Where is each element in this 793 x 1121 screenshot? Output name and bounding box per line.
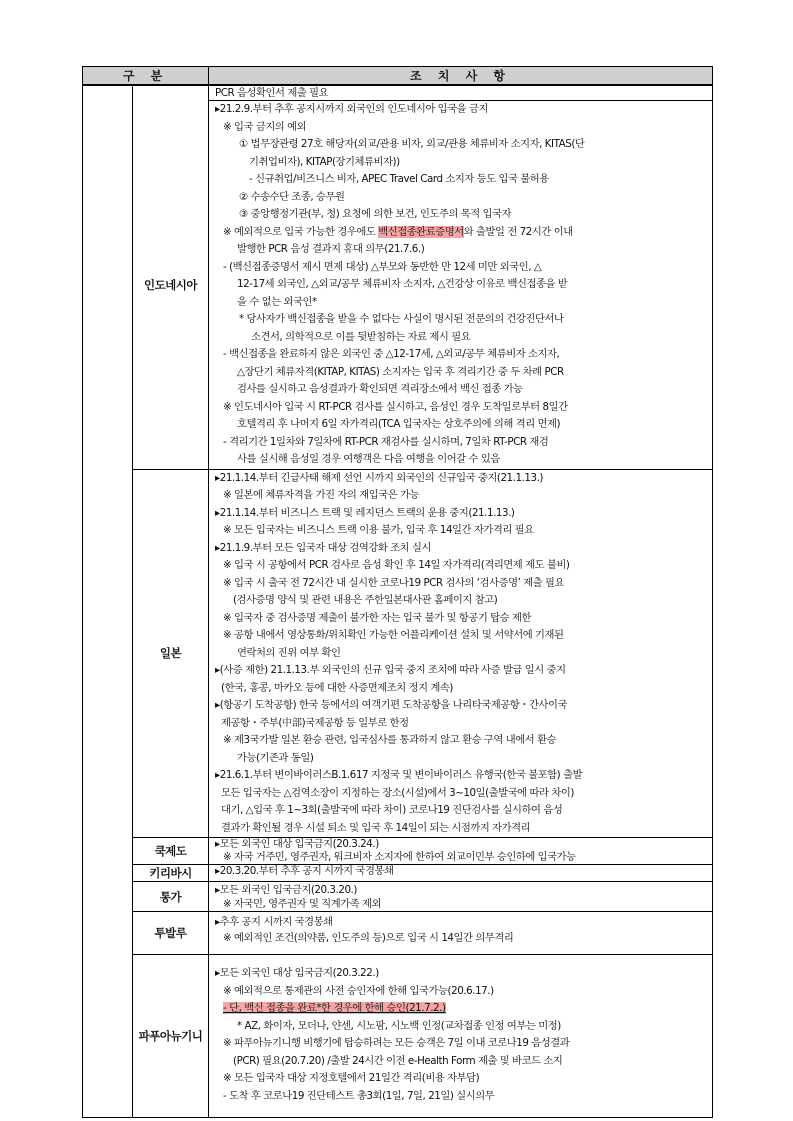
content-line: (한국, 홍콩, 마카오 등에 대한 사증면제조치 정지 계속): [221, 681, 453, 694]
content-line: ▸21.6.1.부터 변이바이러스B.1.617 지정국 및 변이바이러스 유행국(한국 불포함) 출발: [215, 769, 583, 781]
content-line: ▸20.3.20.부터 추후 공지 시까지 국경봉쇄: [215, 865, 394, 877]
content-line: ③ 중앙행정기관(부, 청) 요청에 의한 보건, 인도주의 목적 입국자: [239, 208, 512, 220]
content-cell: [209, 838, 713, 865]
content-line: * 당사자가 백신접종을 받을 수 없다는 사실이 명시된 전문의의 건강진단서나: [239, 313, 564, 325]
content-line: 연락처의 진위 여부 확인: [237, 646, 341, 659]
content-line: 사를 실시해 음성일 경우 여행객은 다음 여행을 이어갈 수 있음: [237, 453, 500, 465]
content-line: ※ 자국민, 영주권자 및 직계가족 제외: [223, 898, 382, 910]
table-row: [83, 838, 713, 865]
content-line: 제공항・주부(中部)국제공항 등 일부로 한정: [221, 716, 409, 729]
content-line: ※ 입국 금지의 예외: [223, 120, 307, 133]
travel-restrictions-table: [82, 66, 713, 1118]
header-category: 구 분: [83, 67, 209, 86]
content-line: 을 수 없는 외국인*: [237, 295, 317, 308]
content-cell: [209, 85, 713, 101]
content-line: ※ 입국자 중 검사증명 제출이 불가한 자는 입국 불가 및 항공기 탑승 제한: [223, 611, 531, 624]
highlighted-text: 백신접종완료증명서: [378, 225, 464, 238]
content-line: * AZ, 화이자, 모더나, 얀센, 시노팜, 시노백 인정(교차접종 인정 여부는 미정): [237, 1019, 561, 1032]
content-line: ※ 예외적인 조건(의약품, 인도주의 등)으로 입국 시 14일간 의무격리: [223, 932, 514, 944]
content-cell: [209, 882, 713, 912]
content-line: ※ 일본에 체류자격을 가진 자의 재입국은 가능: [223, 489, 420, 501]
content-line: ▸추후 공지 시까지 국경봉쇄: [215, 916, 333, 928]
country-papua-new-guinea: 파푸아뉴기니: [133, 955, 209, 1118]
content-line: 결과가 확인될 경우 시설 퇴소 및 입국 후 14일이 되는 시점까지 자가격리: [221, 821, 531, 834]
content-line: ▸21.2.9.부터 추후 공지시까지 외국인의 인도네시아 입국을 금지: [215, 103, 488, 115]
content-line: ▸(항공기 도착공항) 한국 등에서의 여객기편 도착공항을 나리타국제공항・간사이국: [215, 699, 568, 711]
content-line: - 격리기간 1일차와 7일차에 RT-PCR 재검사를 실시하며, 7일차 RT-PCR 재검: [223, 435, 549, 448]
content-line: 모든 입국자는 △검역소장이 지정하는 장소(시설)에서 3~10일(출발국에 따라 차이): [221, 786, 574, 799]
content-line: ▸21.1.9.부터 모든 입국자 대상 검역강화 조치 실시: [215, 541, 431, 554]
content-line: ▸모든 외국인 대상 입국금지(20.3.24.): [215, 838, 379, 850]
content-line: - 신규취업/비즈니스 비자, APEC Travel Card 소지자 등도 입국 불허용: [249, 173, 549, 185]
content-cell: [209, 912, 713, 955]
content-line: - 도착 후 코로나19 진단테스트 총3회(1일, 7일, 21일) 실시의무: [223, 1089, 495, 1102]
country-tonga: 통가: [133, 882, 209, 912]
content-line: 대기, △입국 후 1~3회(출발국에 따라 차이) 코로나19 진단검사를 실시하여 음성: [221, 804, 563, 816]
content-cell: [209, 955, 713, 1118]
table-row: [83, 85, 713, 101]
country-cook-islands: 쿡제도: [133, 838, 209, 865]
table-row: [83, 912, 713, 955]
content-line: ※ 자국 거주민, 영주권자, 워크비자 소지자에 한하여 외교이민부 승인하에 입국가능: [223, 851, 576, 863]
content-line: 검사를 실시하고 음성결과가 확인되면 격리장소에서 백신 접종 가능: [237, 383, 523, 395]
region-cell: [83, 85, 133, 1118]
content-line: PCR 음성확인서 제출 필요: [215, 87, 329, 99]
content-line: - 백신접종을 완료하지 않은 외국인 중 △12-17세, △외교/공무 체류비자 소지자,: [223, 348, 560, 360]
country-tuvalu: 투발루: [133, 912, 209, 955]
content-line: ※ 모든 입국자 대상 지정호텔에서 21일간 격리(비용 자부담): [223, 1072, 480, 1084]
content-line: 호텔격리 후 나머지 6일 자가격리(TCA 입국자는 상호주의에 의해 격리 면제): [237, 418, 561, 430]
content-text: 와 출발일 전 72시간 이내: [463, 225, 573, 238]
content-cell: [209, 865, 713, 882]
content-line: (검사증명 양식 및 관련 내용은 주한일본대사관 홈페이지 참고): [233, 594, 498, 606]
country-japan: 일본: [133, 469, 209, 838]
content-line: (PCR) 필요(20.7.20) /출발 24시간 이전 e-Health Form 제출 및 바코드 소지: [233, 1054, 563, 1067]
content-line: [215, 224, 708, 242]
content-line: 가능(기존과 동일): [237, 751, 314, 764]
content-line: ▸모든 외국인 입국금지(20.3.20.): [215, 884, 357, 896]
content-line: 기취업비자), KITAP(장기체류비자)): [249, 155, 400, 168]
content-line: △장단기 체류자격(KITAP, KITAS) 소지자는 입국 후 격리기간 중 두 차례 PCR: [237, 365, 564, 378]
content-line: ※ 모든 입국자는 비즈니스 트랙 이용 불가, 입국 후 14일간 자가격리 필요: [223, 524, 534, 536]
content-line: ▸(사증 제한) 21.1.13.부 외국인의 신규 입국 중지 조치에 따라 사증 발급 일시 중지: [215, 664, 566, 676]
content-text: ※ 예외적으로 입국 가능한 경우에도: [223, 225, 379, 238]
content-line: ※ 파푸아뉴기니행 비행기에 탑승하려는 모든 승객은 7일 이내 코로나19 음성결과: [223, 1037, 570, 1049]
content-line: ▸21.1.14.부터 긴급사태 해제 선언 시까지 외국인의 신규입국 중지(21.1.13.): [215, 471, 543, 484]
table-header-row: [83, 67, 713, 86]
content-cell: [209, 101, 713, 470]
content-line: ② 수송수단 조종, 승무원: [239, 190, 345, 203]
content-line: [215, 1000, 708, 1018]
content-line: ① 법무장관령 27호 해당자(외교/관용 비자, 외교/관용 체류비자 소지자, KITAS(단: [239, 138, 585, 150]
table-row: [83, 882, 713, 912]
header-measures: 조 치 사 항: [209, 67, 713, 86]
content-line: 12-17세 외국인, △외교/공무 체류비자 소지자, △건강상 이유로 백신접종을 받: [237, 278, 568, 290]
table-row: [83, 955, 713, 1118]
country-kiribati: 키리바시: [133, 865, 209, 882]
content-line: 소견서, 의학적으로 이를 뒷받침하는 자료 제시 필요: [251, 330, 471, 343]
content-line: ※ 입국 시 출국 전 72시간 내 실시한 코로나19 PCR 검사의 ‘검사증명’ 제출 필요: [223, 576, 565, 589]
content-line: ※ 입국 시 공항에서 PCR 검사로 음성 확인 후 14일 자가격리(격리면제 제도 불비): [223, 559, 570, 571]
content-cell: [209, 469, 713, 838]
content-line: - (백신접종증명서 제시 면제 대상) △부모와 동반한 만 12세 미만 외국인, △: [223, 260, 542, 273]
content-line: ※ 인도네시아 입국 시 RT-PCR 검사를 실시하고, 음성인 경우 도착일로부터 8일간: [223, 400, 568, 413]
table-row: [83, 101, 713, 470]
content-line: ▸21.1.14.부터 비즈니스 트랙 및 레지던스 트랙의 운용 중지(21.1.13.): [215, 506, 515, 519]
content-line: 발행한 PCR 음성 결과지 휴대 의무(21.7.6.): [237, 243, 425, 255]
table-row: [83, 865, 713, 882]
content-line: ▸모든 외국인 대상 입국금지(20.3.22.): [215, 967, 379, 979]
content-line: ※ 예외적으로 통제관의 사전 승인자에 한해 입국가능(20.6.17.): [223, 984, 494, 997]
table-row: [83, 469, 713, 838]
highlighted-text: - 단, 백신 접종을 완료*한 경우에 한해 승인(21.7.2.): [223, 1002, 446, 1014]
country-cell-continued: [133, 85, 209, 101]
content-line: ※ 공항 내에서 영상통화/위치확인 가능한 어플리케이션 설치 및 서약서에 기재된: [223, 629, 564, 641]
content-line: ※ 제3국가발 일본 환승 관련, 입국심사를 통과하지 않고 환승 구역 내에서 환승: [223, 734, 557, 746]
country-indonesia: 인도네시아: [133, 101, 209, 470]
